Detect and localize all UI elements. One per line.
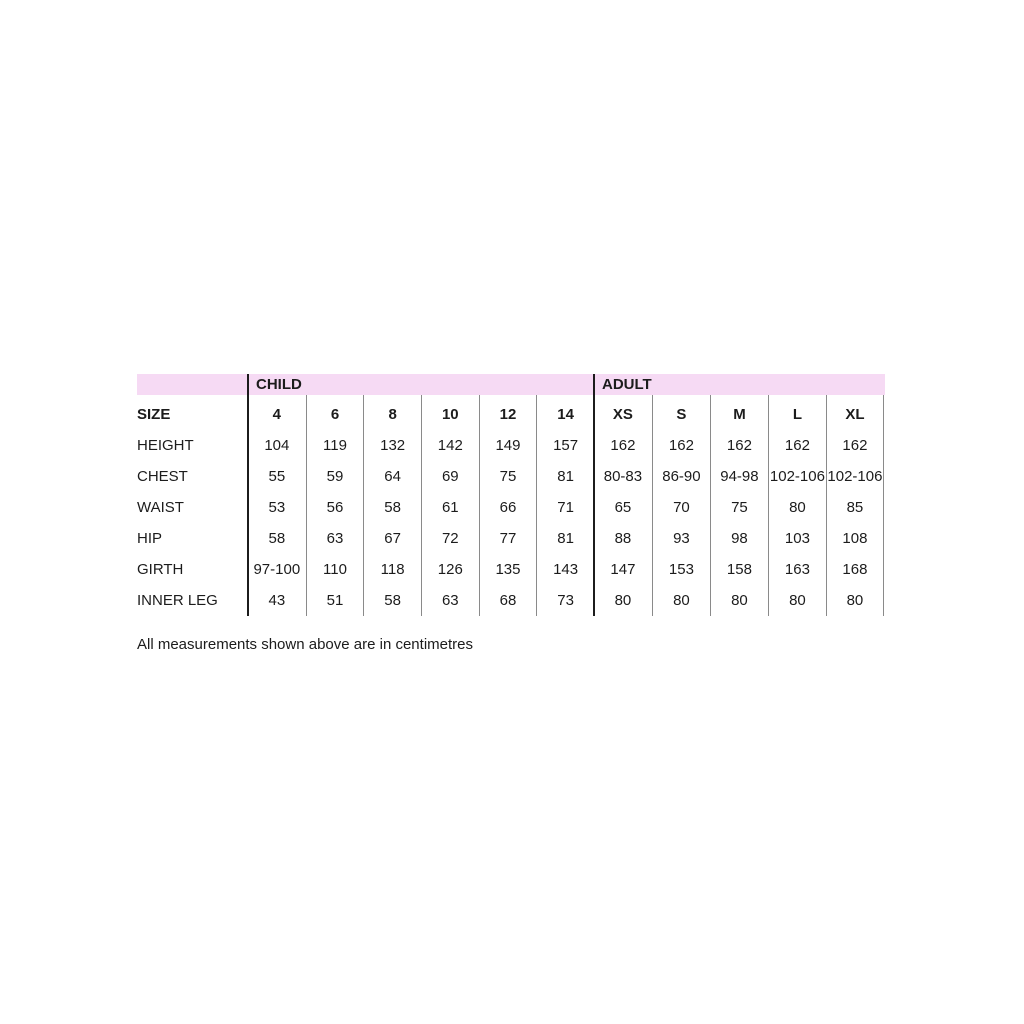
cell-value: 80 (768, 492, 826, 523)
cell-value: 70 (652, 492, 710, 523)
cell-value: 158 (710, 554, 768, 585)
cell-value: 43 (268, 592, 286, 609)
cell-value: 58 (363, 585, 421, 616)
cell-value: 132 (363, 430, 421, 461)
cell-value: 147 (610, 561, 636, 578)
row-label: INNER LEG (137, 592, 218, 609)
row-label: GIRTH (137, 561, 184, 578)
cell-value: 56 (306, 492, 364, 523)
table-row (137, 523, 885, 554)
cell-value: 162 (710, 430, 768, 461)
cell-value: 98 (710, 523, 768, 554)
cell-value: 81 (536, 461, 594, 492)
adult-section-divider-line (593, 374, 595, 616)
cell-value: 75 (710, 492, 768, 523)
cell-value: 67 (363, 523, 421, 554)
cell-value: 163 (768, 554, 826, 585)
cell-value: 168 (826, 554, 884, 585)
cell-value: 86-90 (652, 461, 710, 492)
row-label: HEIGHT (137, 437, 194, 454)
cell-value: 80 (710, 585, 768, 616)
column-header: 6 (306, 395, 364, 430)
column-header: XL (826, 395, 884, 430)
cell-value: 63 (421, 585, 479, 616)
cell-value: 80-83 (603, 468, 643, 485)
cell-value: 102-106 (826, 461, 884, 492)
child-section-divider-line (247, 374, 249, 616)
column-header: XS (612, 406, 633, 423)
cell-value: 102-106 (768, 461, 826, 492)
cell-value: 103 (768, 523, 826, 554)
cell-value: 143 (536, 554, 594, 585)
band-spacer (137, 374, 248, 395)
cell-value: 93 (652, 523, 710, 554)
cell-value: 162 (652, 430, 710, 461)
size-chart-table (137, 374, 885, 616)
cell-value: 97-100 (253, 561, 301, 578)
cell-value: 119 (306, 430, 364, 461)
table-row (137, 554, 885, 585)
table-row (137, 430, 885, 461)
cell-value: 69 (421, 461, 479, 492)
table-row (137, 461, 885, 492)
section-header-band (137, 374, 885, 395)
cell-value: 53 (268, 499, 286, 516)
cell-value: 126 (421, 554, 479, 585)
column-header: L (768, 395, 826, 430)
child-section-header: CHILD (256, 376, 302, 393)
cell-value: 68 (479, 585, 537, 616)
column-header: 8 (363, 395, 421, 430)
size-row-label: SIZE (137, 406, 171, 423)
column-header: 4 (272, 406, 281, 423)
column-header: M (710, 395, 768, 430)
cell-value: 88 (614, 530, 632, 547)
cell-value: 63 (306, 523, 364, 554)
cell-value: 94-98 (710, 461, 768, 492)
column-header: 12 (479, 395, 537, 430)
cell-value: 80 (614, 592, 632, 609)
cell-value: 135 (479, 554, 537, 585)
cell-value: 162 (610, 437, 636, 454)
cell-value: 80 (826, 585, 884, 616)
cell-value: 73 (536, 585, 594, 616)
cell-value: 80 (652, 585, 710, 616)
cell-value: 58 (268, 530, 286, 547)
cell-value: 77 (479, 523, 537, 554)
cell-value: 59 (306, 461, 364, 492)
cell-value: 51 (306, 585, 364, 616)
column-header: 14 (536, 395, 594, 430)
row-label: WAIST (137, 499, 184, 516)
cell-value: 61 (421, 492, 479, 523)
column-header: 10 (421, 395, 479, 430)
cell-value: 75 (479, 461, 537, 492)
cell-value: 71 (536, 492, 594, 523)
cell-value: 81 (536, 523, 594, 554)
cell-value: 162 (768, 430, 826, 461)
cell-value: 118 (363, 554, 421, 585)
table-rows (137, 395, 885, 616)
footer-note: All measurements shown above are in centimetres (137, 636, 473, 653)
cell-value: 149 (479, 430, 537, 461)
cell-value: 66 (479, 492, 537, 523)
row-label: CHEST (137, 468, 188, 485)
cell-value: 80 (768, 585, 826, 616)
adult-section-header: ADULT (602, 376, 652, 393)
table-row (137, 585, 885, 616)
cell-value: 162 (826, 430, 884, 461)
cell-value: 55 (268, 468, 286, 485)
cell-value: 58 (363, 492, 421, 523)
cell-value: 142 (421, 430, 479, 461)
cell-value: 72 (421, 523, 479, 554)
column-header: S (652, 395, 710, 430)
cell-value: 157 (536, 430, 594, 461)
cell-value: 65 (614, 499, 632, 516)
cell-value: 153 (652, 554, 710, 585)
size-header-row (137, 395, 885, 430)
cell-value: 110 (306, 554, 364, 585)
cell-value: 85 (826, 492, 884, 523)
cell-value: 108 (826, 523, 884, 554)
row-label: HIP (137, 530, 163, 547)
table-row (137, 492, 885, 523)
cell-value: 64 (363, 461, 421, 492)
cell-value: 104 (264, 437, 290, 454)
